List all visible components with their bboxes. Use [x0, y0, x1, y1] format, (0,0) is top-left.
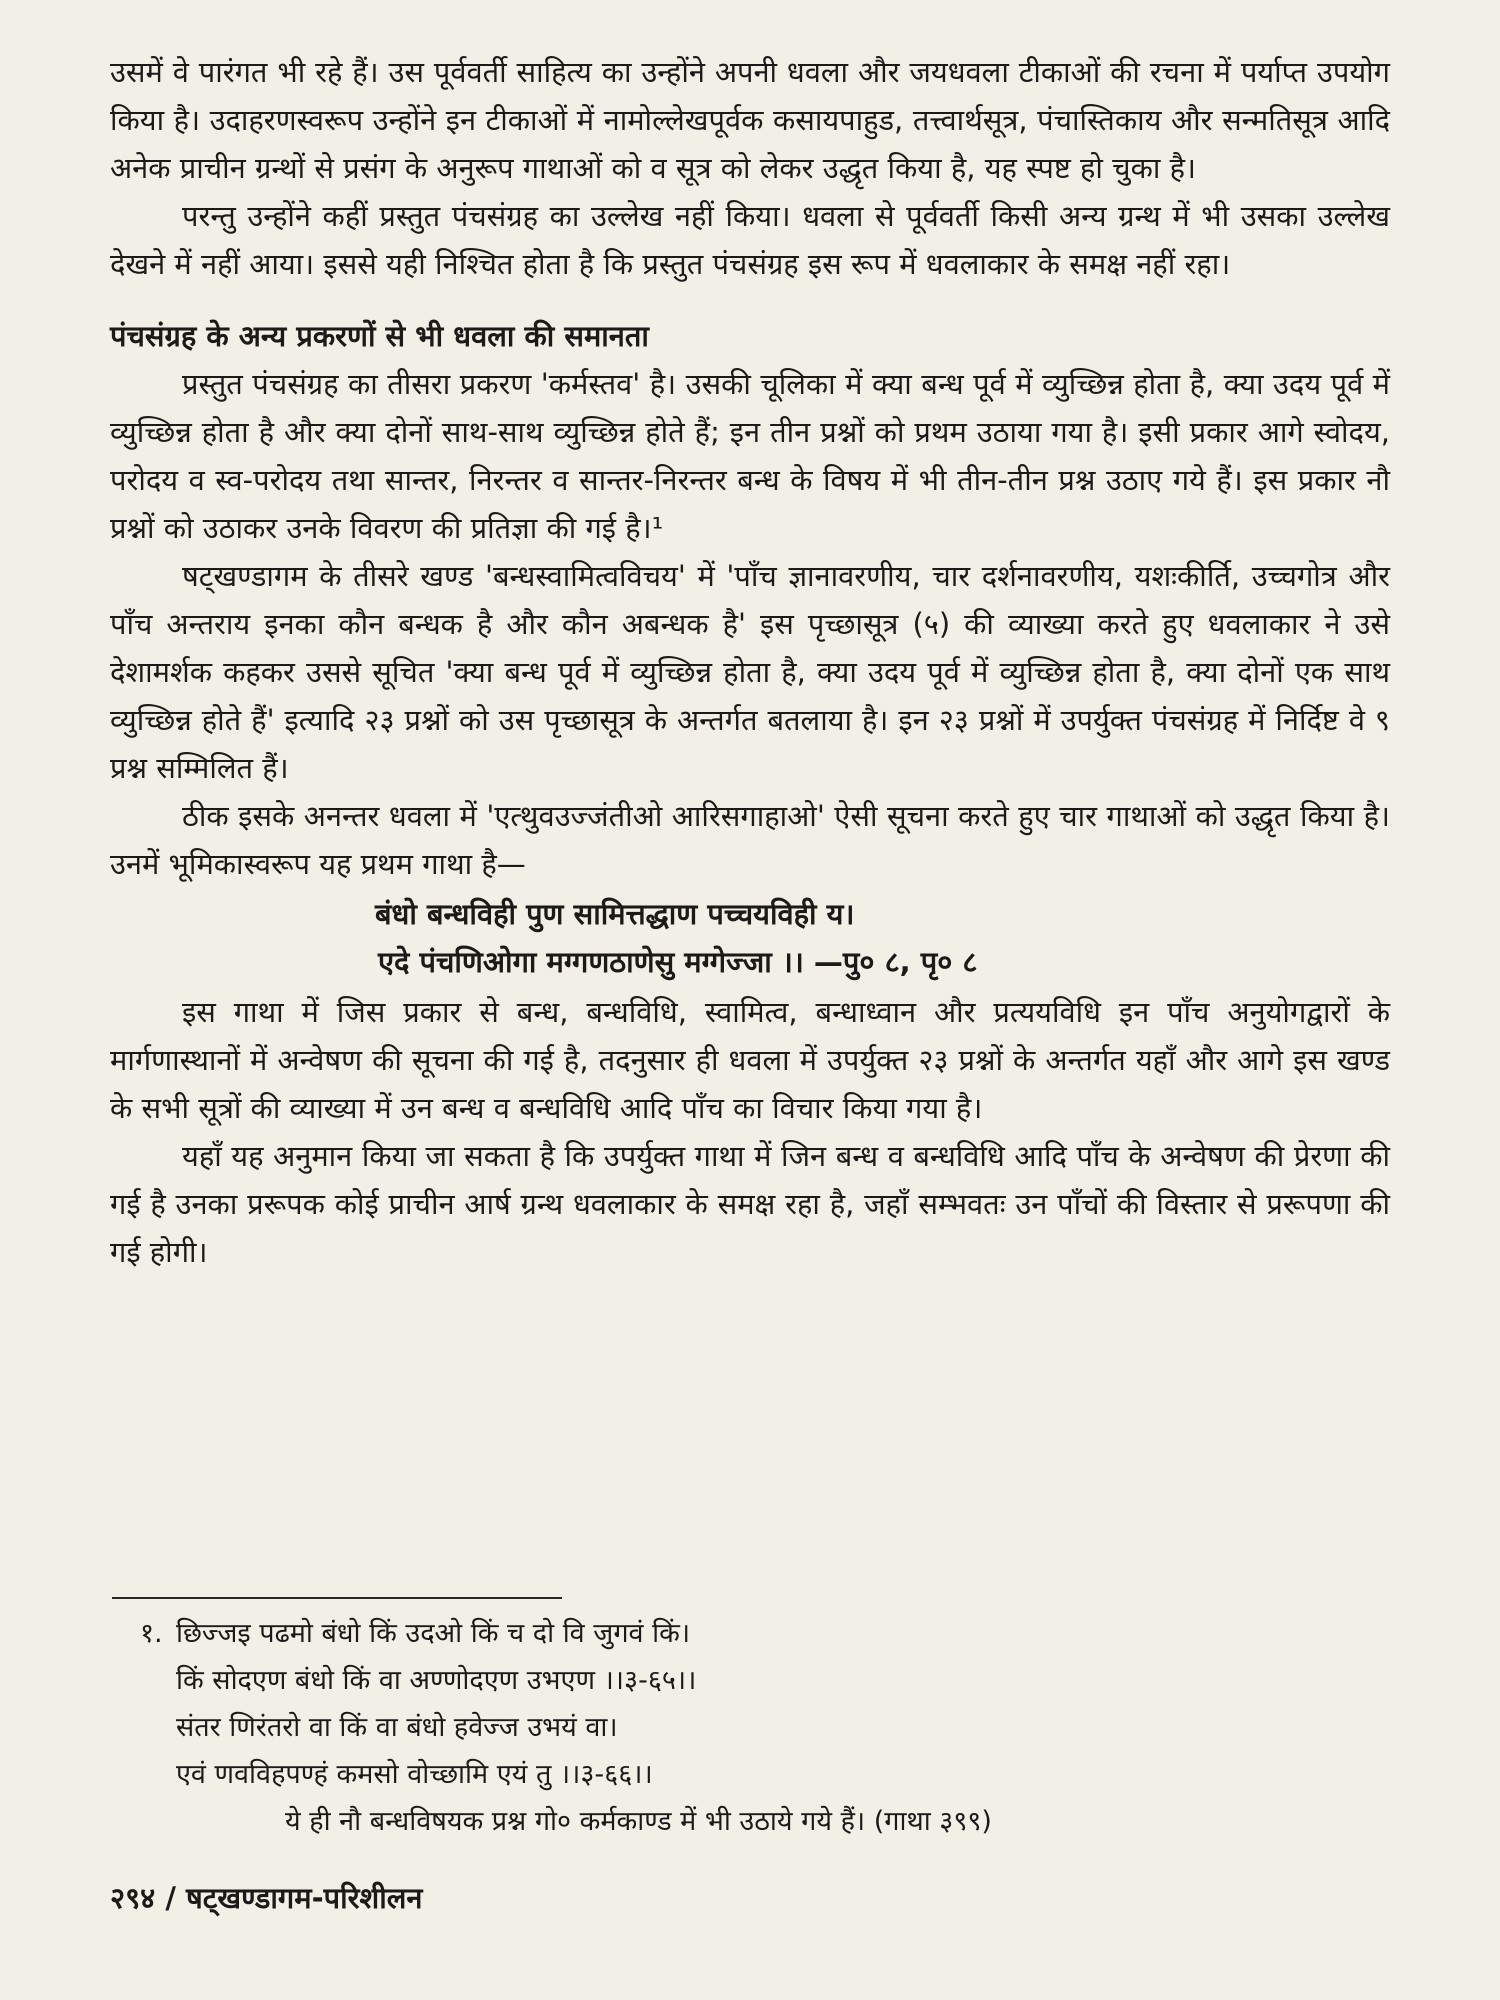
- paragraph: इस गाथा में जिस प्रकार से बन्ध, बन्धविधि, स्वामित्व, बन्धाध्वान और प्रत्ययविधि इन पाँच अनुयोगद्वारों के मार्गणास्थानों में अन्वेषण की सूचना की गई है, तदनुसार ही धवला में उपर्युक्त २३ प्रश्नों के अन्तर्गत यहाँ और आगे इस खण्ड के सभी सूत्रों की व्याख्या में उन बन्ध व बन्धविधि आदि पाँच का विचार किया गया है।: [110, 995, 1390, 1125]
- page-footer: २९४ / षट्खण्डागम-परिशीलन: [110, 1881, 423, 1915]
- verse-line: एदे पंचणिओगा मग्गणठाणेसु मग्गेज्जा ।। —पु० ८, पृ० ८: [378, 945, 978, 979]
- footnote-note: ये ही नौ बन्धविषयक प्रश्न गो० कर्मकाण्ड में भी उठाये गये हैं। (गाथा ३९९): [285, 1806, 992, 1837]
- paragraph: षट्खण्डागम के तीसरे खण्ड 'बन्धस्वामित्वविचय' में 'पाँच ज्ञानावरणीय, चार दर्शनावरणीय, यशःकीर्ति, उच्चगोत्र और पाँच अन्तराय इनका कौन बन्धक है और कौन अबन्धक है' इस पृच्छासूत्र (५) की व्याख्या करते हुए धवलाकार ने उसे देशामर्शक कहकर उससे सूचित 'क्या बन्ध पूर्व में व्युच्छिन्न होता है, क्या उदय पूर्व में व्युच्छिन्न होता है, क्या दोनों एक साथ व्युच्छिन्न होते हैं' इत्यादि २३ प्रश्नों को उस पृच्छासूत्र के अन्तर्गत बतलाया है। इन २३ प्रश्नों में उपर्युक्त पंचसंग्रह में निर्दिष्ट वे ९ प्रश्न सम्मिलित हैं।: [110, 559, 1390, 785]
- paragraph: ठीक इसके अनन्तर धवला में 'एत्थुवउज्जंतीओ आरिसगाहाओ' ऐसी सूचना करते हुए चार गाथाओं को उद्धृत किया है। उनमें भूमिकास्वरूप यह प्रथम गाथा है—: [110, 799, 1390, 881]
- paragraph: यहाँ यह अनुमान किया जा सकता है कि उपर्युक्त गाथा में जिन बन्ध व बन्धविधि आदि पाँच के अन्वेषण की प्रेरणा की गई है उनका प्ररूपक कोई प्राचीन आर्ष ग्रन्थ धवलाकार के समक्ष रहा है, जहाँ सम्भवतः उन पाँचों की विस्तार से प्ररूपणा की गई होगी।: [110, 1139, 1390, 1269]
- footnote-line: १. छिज्जइ पढमो बंधो किं उदओ किं च दो वि जुगवं किं।: [140, 1610, 1390, 1657]
- section-heading: पंचसंग्रह के अन्य प्रकरणों से भी धवला की समानता: [110, 319, 649, 353]
- footnote-divider: [112, 1597, 562, 1599]
- footnote-line: किं सोदएण बंधो किं वा अण्णोदएण उभएण ।।३-६५।।: [176, 1665, 697, 1696]
- footnote: [140, 1610, 1390, 1845]
- footnote-line: संतर णिरंतरो वा किं वा बंधो हवेज्ज उभयं वा।: [176, 1712, 618, 1743]
- footnote-line: एवं णवविहपण्हं कमसो वोच्छामि एयं तु ।।३-६६।।: [176, 1759, 653, 1790]
- paragraph: उसमें वे पारंगत भी रहे हैं। उस पूर्ववर्ती साहित्य का उन्होंने अपनी धवला और जयधवला टीकाओं की रचना में पर्याप्त उपयोग किया है। उदाहरणस्वरूप उन्होंने इन टीकाओं में नामोल्लेखपूर्वक कसायपाहुड, तत्त्वार्थसूत्र, पंचास्तिकाय और सन्मतिसूत्र आदि अनेक प्राचीन ग्रन्थों से प्रसंग के अनुरूप गाथाओं को व सूत्र को लेकर उद्धृत किया है, यह स्पष्ट हो चुका है।: [110, 55, 1390, 185]
- paragraph: प्रस्तुत पंचसंग्रह का तीसरा प्रकरण 'कर्मस्तव' है। उसकी चूलिका में क्या बन्ध पूर्व में व्युच्छिन्न होता है, क्या उदय पूर्व में व्युच्छिन्न होता है और क्या दोनों साथ-साथ व्युच्छिन्न होते हैं; इन तीन प्रश्नों को प्रथम उठाया गया है। इसी प्रकार आगे स्वोदय, परोदय व स्व-परोदय तथा सान्तर, निरन्तर व सान्तर-निरन्तर बन्ध के विषय में भी तीन-तीन प्रश्न उठाए गये हैं। इस प्रकार नौ प्रश्नों को उठाकर उनके विवरण की प्रतिज्ञा की गई है।¹: [110, 367, 1390, 545]
- verse-line: बंधो बन्धविही पुण सामित्तद्धाण पच्चयविही य।: [375, 897, 855, 931]
- main-text: [110, 48, 1390, 1276]
- footnote-number: १.: [140, 1618, 163, 1649]
- quoted-verse: [110, 890, 1390, 986]
- paragraph: परन्तु उन्होंने कहीं प्रस्तुत पंचसंग्रह का उल्लेख नहीं किया। धवला से पूर्ववर्ती किसी अन्य ग्रन्थ में भी उसका उल्लेख देखने में नहीं आया। इससे यही निश्चित होता है कि प्रस्तुत पंचसंग्रह इस रूप में धवलाकार के समक्ष नहीं रहा।: [110, 199, 1390, 281]
